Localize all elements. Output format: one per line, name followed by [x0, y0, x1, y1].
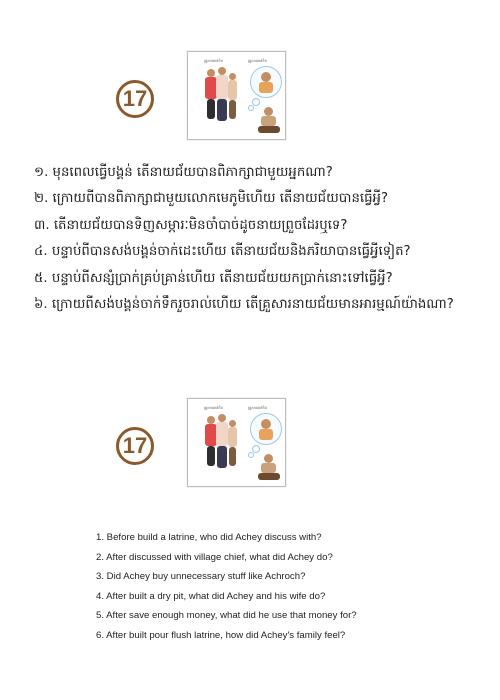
sitting-man-figure	[258, 107, 280, 135]
thought-bubble	[250, 413, 282, 445]
card-caption: គ្រួសារគាត់ចិន	[248, 406, 267, 410]
thought-bubble	[250, 66, 282, 98]
question-item: ៥. បន្ទាប់ពីសន្សំប្រាក់គ្រប់គ្រាន់ហើយ តើនាយជ័យយកប្រាក់នោះទៅធ្វើអ្វី?	[34, 270, 393, 286]
family-figure	[204, 414, 238, 478]
question-item: 2. After discussed with village chief, what did Achey do?	[96, 551, 333, 563]
question-item: ២. ក្រោយពីបានពិភាក្សាជាមួយលោកមេភូមិហើយ តើនាយជ័យបានធ្វើអ្វី?	[34, 191, 389, 207]
question-item: 4. After built a dry pit, what did Achey and his wife do?	[96, 590, 326, 602]
card-caption: គ្រួសារគាត់ចិន	[204, 406, 223, 410]
question-item: ៤. បន្ទាប់ពីបានសង់បង្គន់ចាក់ដេះហើយ តើនាយជ័យនិងភរិយាបានធ្វើអ្វីទៀត?	[34, 244, 411, 260]
english-question-list	[96, 528, 357, 646]
question-item: ៦. ក្រោយពីសង់បង្គន់ចាក់ទឹករួចរាល់ហើយ តើគ្រួសារនាយជ័យមានអារម្មណ៍យ៉ាងណា?	[34, 296, 454, 312]
badge-number: 17	[116, 80, 154, 118]
question-item: 3. Did Achey buy unnecessary stuff like Achroch?	[96, 571, 306, 583]
illustration-card	[187, 51, 286, 140]
sitting-man-figure	[258, 454, 280, 482]
question-item: 1. Before build a latrine, who did Achey discuss with?	[96, 532, 322, 543]
question-item: ១. មុនពេលធ្វើបង្គន់ តើនាយជ័យបានពិភាក្សាជាមួយអ្នកណា?	[34, 165, 333, 180]
question-item: 6. After built pour flush latrine, how did Achey's family feel?	[96, 629, 346, 641]
family-figure	[204, 67, 238, 131]
card-caption: គ្រួសារគាត់ចិន	[204, 59, 223, 63]
card-caption: គ្រួសារគាត់ចិន	[248, 59, 267, 63]
question-item: 5. After save enough money, what did he use that money for?	[96, 610, 357, 622]
illustration-card	[187, 398, 286, 487]
badge-number: 17	[116, 427, 154, 465]
question-item: ៣. តើនាយជ័យបានទិញសម្ភារៈមិនចាំបាច់ដូចនាយព្រួចដែរឬទេ?	[34, 217, 348, 233]
khmer-question-list	[34, 160, 454, 318]
